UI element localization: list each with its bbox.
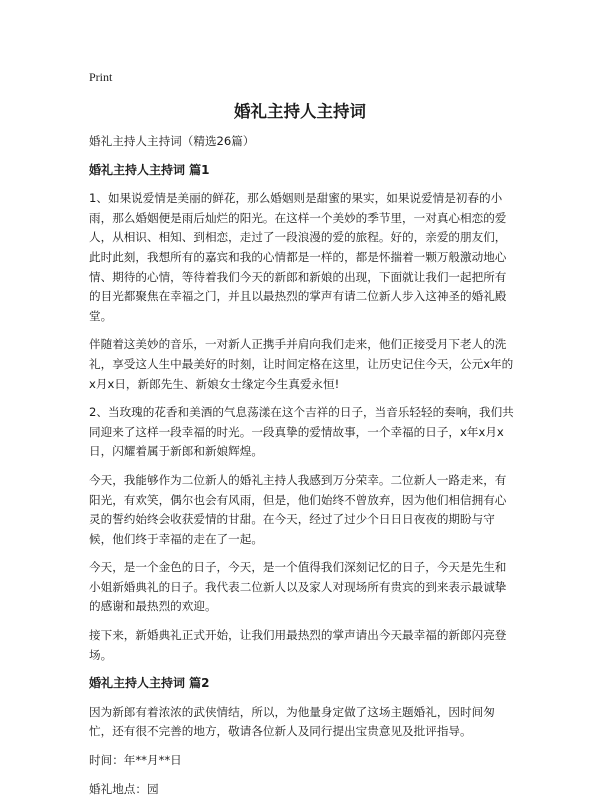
paragraph: 因为新郎有着浓浓的武侠情结，所以，为他量身定做了这场主题婚礼，因时间匆忙，还有很不完善的地方，敬请各位新人及同行提出宝贵意见及批评指导。 bbox=[89, 704, 495, 739]
paragraph: 今天，是一个金色的日子，今天，是一个值得我们深刻记忆的日子，今天是先生和小姐新婚典礼的日子。我代表二位新人以及家人对现场所有贵宾的到来表示最诚挚的感谢和最热烈的欢迎。 bbox=[89, 560, 507, 614]
section-heading: 婚礼主持人主持词 篇1 bbox=[89, 162, 210, 177]
paragraph: 时间：年**月**日 bbox=[89, 753, 182, 768]
print-link[interactable]: Print bbox=[89, 70, 113, 84]
paragraph: 2、当玫瑰的花香和美酒的气息荡漾在这个吉祥的日子，当音乐轻轻的奏响，我们共同迎来了这样一段幸福的时光。一段真挚的爱情故事，一个幸福的日子，x年x月x日，闪耀着属于新郎和新娘辉煌。 bbox=[89, 405, 514, 459]
paragraph: 今天，我能够作为二位新人的婚礼主持人我感到万分荣幸。二位新人一路走来，有阳光，有欢笑，偶尔也会有风雨，但是，他们始终不曾放弃，因为他们相信拥有心灵的誓约始终会收获爱情的甘甜。在今天，经过了过少个日日日夜夜的期盼与守候，他们终于幸福的走在了一起。 bbox=[89, 472, 507, 546]
paragraph: 婚礼地点：园 bbox=[89, 781, 159, 796]
section-1 bbox=[89, 161, 517, 666]
paragraph: 伴随着这美妙的音乐，一对新人正携手并肩向我们走来，他们正接受月下老人的洗礼，享受这人生中最美好的时刻，让时间定格在这里，让历史记住今天，公元x年的x月x日，新郎先生、新娘女士缘定今生真爱永恒! bbox=[89, 337, 514, 391]
document-title: 婚礼主持人主持词 bbox=[234, 102, 366, 121]
section-heading: 婚礼主持人主持词 篇2 bbox=[89, 676, 210, 691]
paragraph: 1、如果说爱情是美丽的鲜花，那么婚姻则是甜蜜的果实，如果说爱情是初春的小雨，那么婚姻便是雨后灿烂的阳光。在这样一个美妙的季节里，一对真心相恋的爱人，从相识、相知、到相恋，走过了一段浪漫的爱的旅程。好的，亲爱的朋友们，此时此刻，我想所有的嘉宾和我的心情都是一样的，都是怀揣着一颗万般激动地心情、期待的心情，等待着我们今天的新郎和新娘的出现，下面就让我们一起把所有的目光都聚焦在幸福之门，并且以最热烈的掌声有请二位新人步入这神圣的婚礼殿堂。 bbox=[89, 191, 507, 323]
document-subtitle: 婚礼主持人主持词（精选26篇） bbox=[89, 134, 255, 148]
section-2 bbox=[89, 674, 517, 799]
paragraph: 接下来，新婚典礼正式开始，让我们用最热烈的掌声请出今天最幸福的新郎闪亮登场。 bbox=[89, 628, 507, 662]
document-body bbox=[89, 132, 517, 808]
